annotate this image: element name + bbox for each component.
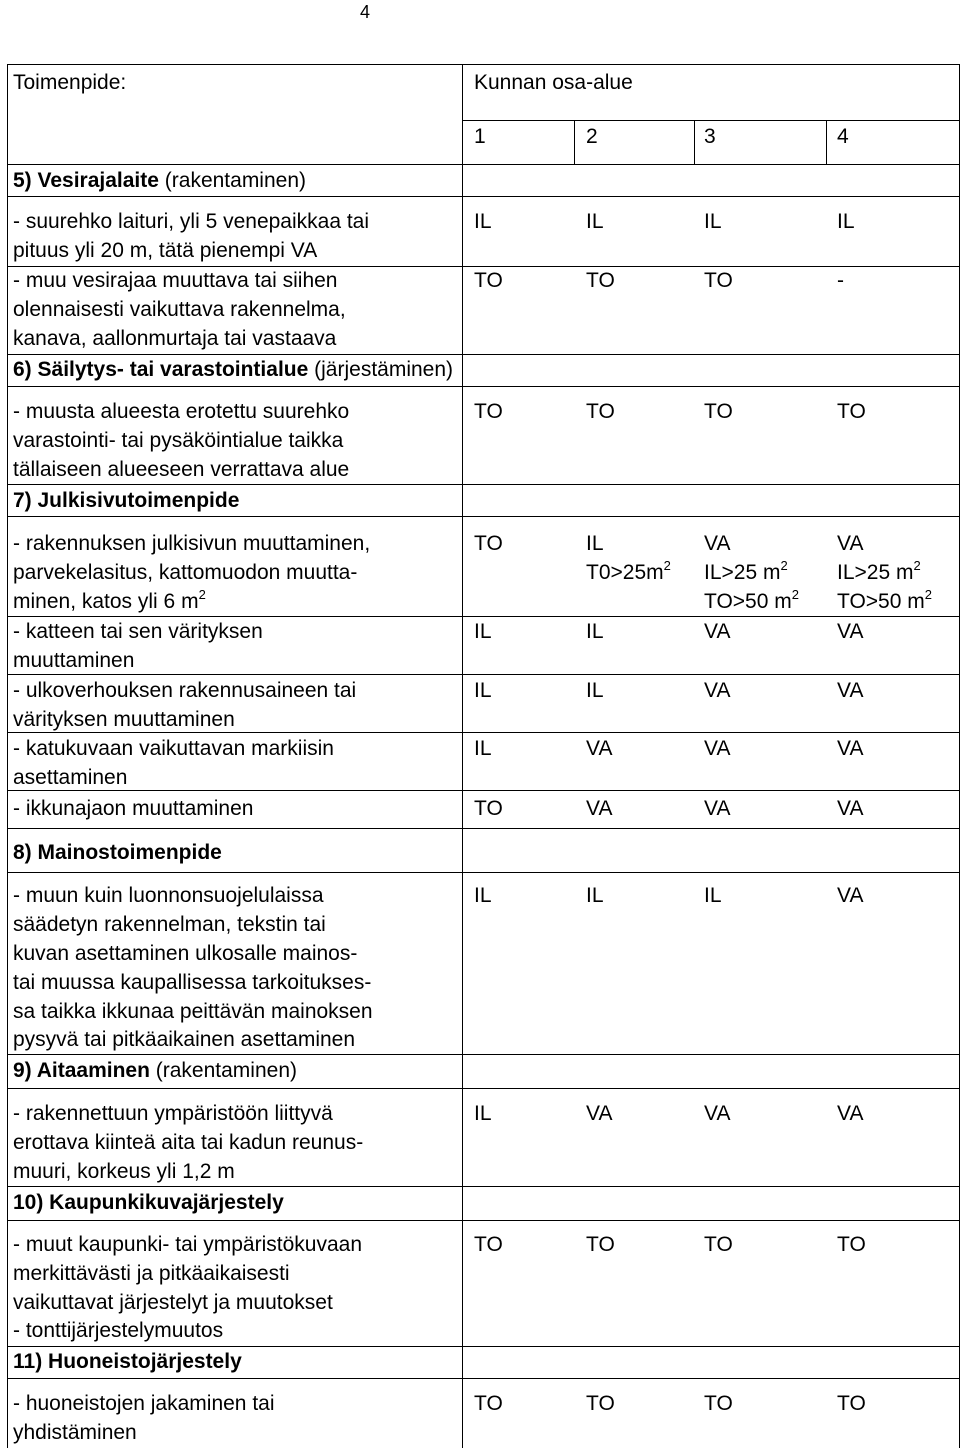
value-area-2-line (586, 558, 671, 587)
value-area-2: TO (586, 269, 615, 292)
row-text-line: säädetyn rakennelman, tekstin tai (13, 913, 326, 936)
value-area-3: TO (704, 269, 733, 292)
section-title-bold: 8) Mainostoimenpide (13, 841, 222, 864)
row-text-line: - katteen tai sen värityksen (13, 620, 263, 643)
value-area-2: IL (586, 620, 604, 643)
row-text-line: erottava kiinteä aita tai kadun reunus- (13, 1131, 364, 1154)
row-text-line: - muu vesirajaa muuttava tai siihen (13, 269, 338, 292)
section-title (13, 355, 453, 384)
row-text-line: parvekelasitus, kattomuodon muutta- (13, 561, 358, 584)
value-area-2-line: IL (586, 532, 604, 555)
section-title-bold: 7) Julkisivutoimenpide (13, 489, 240, 512)
value-area-3: IL (704, 210, 722, 233)
value-area-3: TO (704, 400, 733, 423)
section-title-bold: 6) Säilytys- tai varastointialue (13, 358, 309, 381)
value-area-3: VA (704, 797, 731, 820)
page-number: 4 (360, 2, 371, 22)
section-title-rest: (rakentaminen) (155, 1059, 297, 1082)
section-title-bold: 10) Kaupunkikuvajärjestely (13, 1191, 284, 1214)
grid-line-main (462, 64, 463, 1448)
value-area-4: TO (837, 1233, 866, 1256)
value-text: IL>25 m (704, 561, 781, 584)
grid-line-r7 (7, 790, 960, 791)
district-header: Kunnan osa-alue (474, 71, 633, 94)
value-area-4: VA (837, 797, 864, 820)
row-text-line: pituus yli 20 m, tätä pienempi VA (13, 239, 318, 262)
value-area-4: VA (837, 620, 864, 643)
section-title-bold: 11) Huoneistojärjestely (13, 1350, 242, 1373)
grid-line-s11 (7, 1378, 960, 1379)
superscript: 2 (924, 587, 932, 602)
value-area-1: IL (474, 884, 492, 907)
section-title (13, 838, 222, 867)
value-area-2: IL (586, 679, 604, 702)
value-area-2: IL (586, 210, 604, 233)
value-area-1: TO (474, 400, 503, 423)
value-area-1: IL (474, 679, 492, 702)
value-area-1: TO (474, 532, 503, 555)
row-text-line: kanava, aallonmurtaja tai vastaava (13, 327, 337, 350)
section-title (13, 1056, 297, 1085)
row-text-line: muuri, korkeus yli 1,2 m (13, 1160, 235, 1183)
area-3-header: 3 (704, 125, 716, 148)
value-area-1: TO (474, 797, 503, 820)
value-area-4: - (837, 269, 844, 292)
grid-line-header-bottom (7, 164, 960, 165)
value-area-4-line (837, 587, 932, 616)
superscript: 2 (780, 558, 788, 573)
value-text: IL>25 m (837, 561, 914, 584)
value-area-1: TO (474, 1233, 503, 1256)
grid-line-s8 (7, 872, 960, 873)
value-area-2: VA (586, 1102, 613, 1125)
section-title (13, 166, 306, 195)
row-text-line: muuttaminen (13, 649, 135, 672)
value-area-4: TO (837, 400, 866, 423)
section-title-bold: 9) Aitaaminen (13, 1059, 150, 1082)
area-2-header: 2 (586, 125, 598, 148)
row-text-line: asettaminen (13, 766, 128, 789)
row-text-line: - rakennuksen julkisivun muuttaminen, (13, 532, 371, 555)
row-text-line: - muusta alueesta erotettu suurehko (13, 400, 350, 423)
row-text-line: - suurehko laituri, yli 5 venepaikkaa tai (13, 210, 370, 233)
section-title (13, 486, 239, 515)
grid-line-s6 (7, 386, 960, 387)
row-text-line: - ulkoverhouksen rakennusaineen tai (13, 679, 357, 702)
grid-line-s10 (7, 1220, 960, 1221)
row-text-line: värityksen muuttaminen (13, 708, 235, 731)
grid-line-r10 (7, 1186, 960, 1187)
superscript: 2 (791, 587, 799, 602)
value-area-3: IL (704, 884, 722, 907)
section-title-rest: (järjestäminen) (314, 358, 454, 381)
value-area-3: TO (704, 1392, 733, 1415)
grid-line-top (7, 64, 960, 65)
value-area-4-line: VA (837, 532, 864, 555)
value-text: T0>25m (586, 561, 664, 584)
value-area-4: IL (837, 210, 855, 233)
grid-line-areas (462, 120, 960, 121)
value-area-3: VA (704, 620, 731, 643)
value-area-2: TO (586, 1392, 615, 1415)
row-text-line: sa taikka ikkunaa peittävän mainoksen (13, 1000, 373, 1023)
grid-line-left (7, 64, 8, 1448)
row-text-line: - katukuvaan vaikuttavan markiisin (13, 737, 334, 760)
row-text-line: - muun kuin luonnonsuojelulaissa (13, 884, 324, 907)
value-area-3-line (704, 587, 799, 616)
section-title-bold: 5) Vesirajalaite (13, 169, 159, 192)
measure-header: Toimenpide: (13, 71, 127, 94)
superscript: 2 (198, 587, 206, 602)
row-text-line: tällaiseen alueeseen verrattava alue (13, 458, 350, 481)
row-text-line-main: minen, katos yli 6 m (13, 590, 199, 613)
value-area-4: TO (837, 1392, 866, 1415)
grid-line-area-4 (826, 120, 827, 164)
grid-line-s5 (7, 196, 960, 197)
grid-line-r5 (7, 674, 960, 675)
value-area-4: VA (837, 737, 864, 760)
value-area-4: VA (837, 884, 864, 907)
row-text-line (13, 587, 206, 616)
value-area-2: VA (586, 737, 613, 760)
superscript: 2 (913, 558, 921, 573)
section-title (13, 1188, 284, 1217)
value-area-3: VA (704, 679, 731, 702)
value-area-1: TO (474, 269, 503, 292)
grid-line-area-3 (694, 120, 695, 164)
row-text-line: kuvan asettaminen ulkosalle mainos- (13, 942, 358, 965)
row-text-line: - ikkunajaon muuttaminen (13, 797, 254, 820)
value-text: TO>50 m (837, 590, 925, 613)
value-area-1: IL (474, 620, 492, 643)
grid-line-s9 (7, 1088, 960, 1089)
value-area-2: VA (586, 797, 613, 820)
superscript: 2 (663, 558, 671, 573)
value-area-2: IL (586, 884, 604, 907)
value-area-4-line (837, 558, 921, 587)
row-text-line: varastointi- tai pysäköintialue taikka (13, 429, 344, 452)
row-text-line: merkittävästi ja pitkäaikaisesti (13, 1262, 290, 1285)
value-area-3: VA (704, 737, 731, 760)
value-area-2: TO (586, 1233, 615, 1256)
value-area-1: IL (474, 1102, 492, 1125)
row-text-line: pysyvä tai pitkäaikainen asettaminen (13, 1028, 356, 1051)
row-text-line: yhdistäminen (13, 1421, 137, 1444)
value-area-3-line: VA (704, 532, 731, 555)
value-area-1: IL (474, 210, 492, 233)
area-4-header: 4 (837, 125, 849, 148)
grid-line-r9 (7, 1054, 960, 1055)
row-text-line: tai muussa kaupallisessa tarkoitukses- (13, 971, 372, 994)
value-text: TO>50 m (704, 590, 792, 613)
value-area-1: TO (474, 1392, 503, 1415)
grid-line-s7 (7, 516, 960, 517)
section-title-rest: (rakentaminen) (164, 169, 307, 192)
value-area-4: VA (837, 679, 864, 702)
value-area-4: VA (837, 1102, 864, 1125)
row-text-line: olennaisesti vaikuttava rakennelma, (13, 298, 346, 321)
value-area-3: TO (704, 1233, 733, 1256)
value-area-3: VA (704, 1102, 731, 1125)
area-1-header: 1 (474, 125, 486, 148)
row-text-line: vaikuttavat järjestelyt ja muutokset (13, 1291, 333, 1314)
grid-line-r3 (7, 484, 960, 485)
grid-line-r8 (7, 828, 960, 829)
row-text-line: - tonttijärjestelymuutos (13, 1319, 224, 1342)
value-area-3-line (704, 558, 788, 587)
section-title (13, 1347, 242, 1376)
value-area-1: IL (474, 737, 492, 760)
row-text-line: - huoneistojen jakaminen tai (13, 1392, 275, 1415)
value-area-2: TO (586, 400, 615, 423)
row-text-line: - rakennettuun ympäristöön liittyvä (13, 1102, 333, 1125)
grid-line-area-2 (574, 120, 575, 164)
row-text-line: - muut kaupunki- tai ympäristökuvaan (13, 1233, 362, 1256)
